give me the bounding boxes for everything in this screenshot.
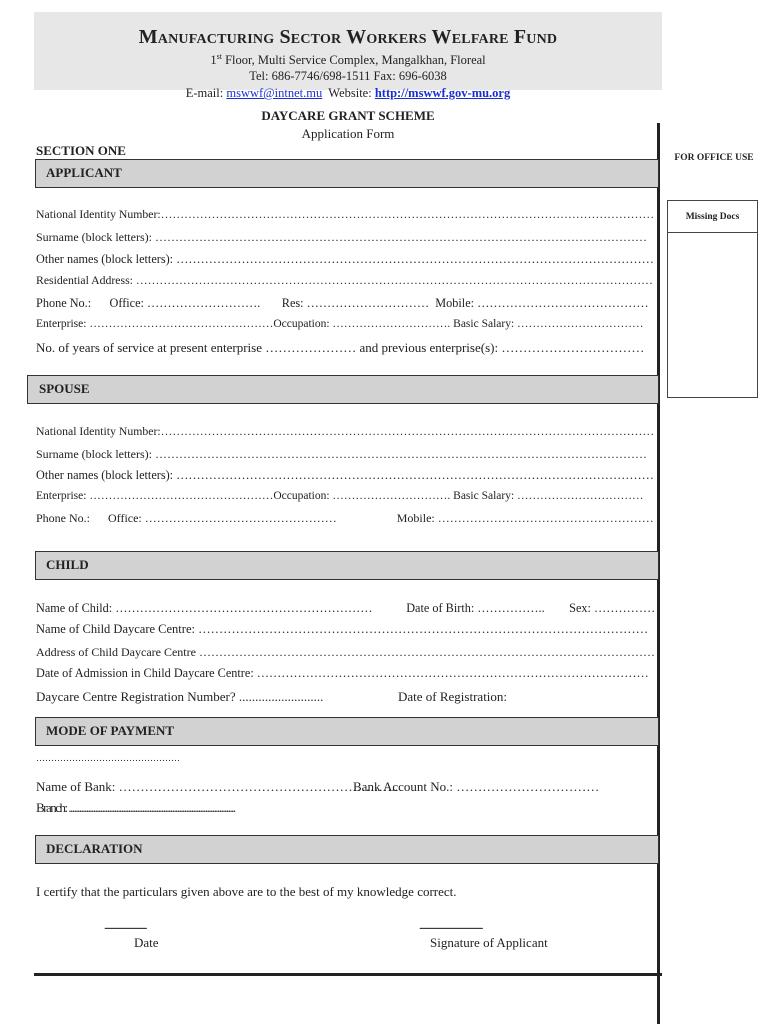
spouse-phone-field[interactable]: Phone No.: Office: ………………………………………… Mobile: ……………………………………………… bbox=[36, 511, 654, 525]
section-one-label: SECTION ONE bbox=[36, 143, 126, 158]
applicant-section-header: APPLICANT bbox=[35, 159, 659, 188]
applicant-surname-field[interactable]: Surname (block letters): …………………………………………………………………………………………………………… bbox=[36, 230, 647, 244]
bank-account-field[interactable]: Bank Account No.: …………………………… bbox=[353, 779, 600, 794]
form-subtitle: Application Form bbox=[301, 126, 395, 141]
spouse-surname-field[interactable]: Surname (block letters): …………………………………………………………………………………………………………… bbox=[36, 447, 647, 461]
office-use-box bbox=[667, 200, 758, 398]
declaration-text: I certify that the particulars given above are to the best of my knowledge correct. bbox=[36, 884, 457, 899]
child-daycare-address-field[interactable]: Address of Child Daycare Centre …………………………………………………………………………………………………… bbox=[36, 645, 655, 659]
date-signature-line[interactable]: .......................................... bbox=[104, 921, 146, 932]
child-admission-field[interactable]: Date of Admission in Child Daycare Centre: …………………………………………………………………………………… bbox=[36, 666, 649, 680]
email-link[interactable]: mswwf@intnet.mu bbox=[226, 86, 323, 100]
bank-name-field[interactable]: Name of Bank: ……………………………………………………….. bbox=[36, 779, 399, 794]
payment-section-header: MODE OF PAYMENT bbox=[35, 717, 659, 746]
org-address: 1st Floor, Multi Service Complex, Mangalkhan, Floreal bbox=[210, 52, 486, 68]
daycare-reg-date-field[interactable]: Date of Registration: bbox=[398, 689, 508, 704]
applicant-other-names-field[interactable]: Other names (block letters): ……………………………………………………………………………………………………… bbox=[36, 252, 654, 266]
applicant-phone-field[interactable]: Phone No.: Office: ………………………. Res: ………………………… Mobile: …………………………………… bbox=[36, 296, 649, 310]
form-title: DAYCARE GRANT SCHEME bbox=[261, 108, 435, 123]
date-label: Date bbox=[134, 935, 159, 950]
applicant-years-field[interactable]: No. of years of service at present enterprise ………………… and previous enterprise(s): …………………………… bbox=[36, 340, 645, 355]
applicant-nid-field[interactable]: National Identity Number:……………………………………………………………………………………………………………… bbox=[36, 208, 655, 221]
applicant-address-field[interactable]: Residential Address: …………………………………………………………………………………………………………………… bbox=[36, 274, 653, 287]
bottom-rule bbox=[34, 973, 662, 976]
branch-field[interactable]: Branch: ............................................................................................... bbox=[36, 800, 235, 815]
child-section-header: CHILD bbox=[35, 551, 659, 580]
org-name: Manufacturing Sector Workers Welfare Fund bbox=[138, 26, 558, 48]
missing-docs-label: Missing Docs bbox=[668, 201, 757, 233]
payment-dots: ………………………………………… bbox=[36, 753, 180, 763]
daycare-reg-number-field[interactable]: Daycare Centre Registration Number? .......................... bbox=[36, 689, 324, 704]
spouse-nid-field[interactable]: National Identity Number:……………………………………………………………………………………………………………… bbox=[36, 425, 655, 438]
org-tel-fax: Tel: 686-7746/698-1511 Fax: 696-6038 bbox=[249, 69, 447, 83]
declaration-section-header: DECLARATION bbox=[35, 835, 659, 864]
spouse-enterprise-field[interactable]: Enterprise: …………………………………………Occupation: …………………………. Basic Salary: …………………………… bbox=[36, 490, 644, 502]
office-use-label: FOR OFFICE USE bbox=[674, 153, 754, 163]
org-contact: E-mail: mswwf@intnet.mu Website: http://mswwf.gov-mu.org bbox=[185, 86, 511, 100]
spouse-other-names-field[interactable]: Other names (block letters): ……………………………………………………………………………………………………… bbox=[36, 468, 654, 482]
spouse-section-header: SPOUSE bbox=[27, 375, 659, 404]
child-daycare-field[interactable]: Name of Child Daycare Centre: ……………………………………………………………………………………………… bbox=[36, 622, 649, 636]
applicant-signature-line[interactable]: ............................................................... bbox=[419, 921, 482, 932]
applicant-enterprise-field[interactable]: Enterprise: …………………………………………Occupation: …………………………. Basic Salary: …………………………… bbox=[36, 318, 644, 330]
letterhead bbox=[34, 12, 662, 100]
child-name-field[interactable]: Name of Child: ……………………………………………………… Date of Birth: …………….. Sex: …………… bbox=[36, 601, 656, 615]
website-link[interactable]: http://mswwf.gov-mu.org bbox=[374, 86, 511, 100]
signature-label: Signature of Applicant bbox=[430, 935, 548, 950]
